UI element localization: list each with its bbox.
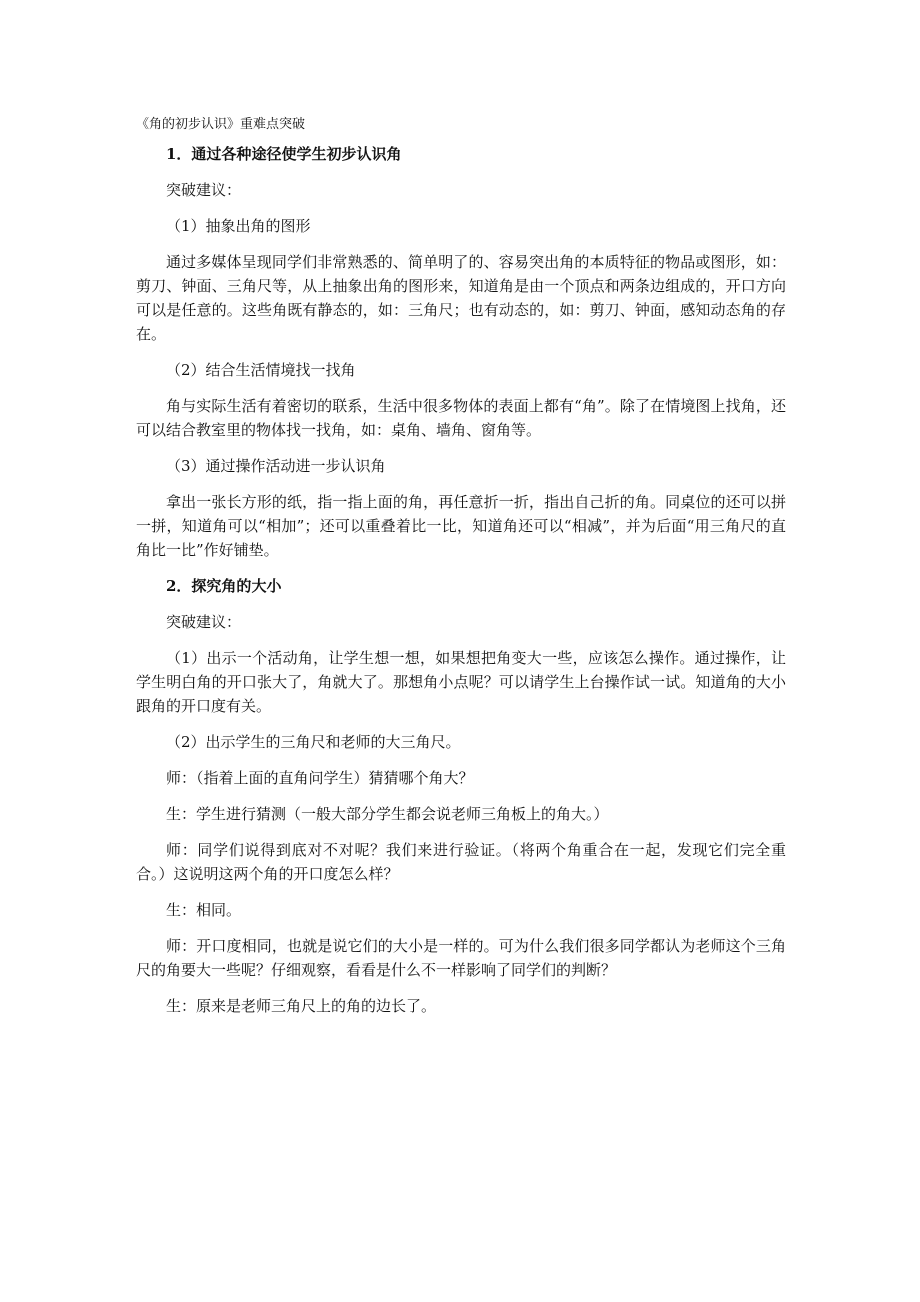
- paragraph: （2）出示学生的三角尺和老师的大三角尺。: [166, 733, 461, 751]
- paragraph: 生：学生进行猜测（一般大部分学生都会说老师三角板上的角大。）: [166, 805, 609, 823]
- section-heading-2: 2．探究角的大小: [166, 577, 282, 595]
- paragraph: 角与实际生活有着密切的联系，生活中很多物体的表面上都有“角”。除了在情境图上找角，还可以结合教室里的物体找一找角，如：桌角、墙角、窗角等。: [136, 397, 786, 439]
- paragraph: 突破建议：: [166, 181, 242, 199]
- paragraph: 通过多媒体呈现同学们非常熟悉的、简单明了的、容易突出角的本质特征的物品或图形，如：剪刀、钟面、三角尺等，从上抽象出角的图形来，知道角是由一个顶点和两条边组成的，开口方向可以是任意的。这些角既有静态的，如：三角尺；也有动态的，如：剪刀、钟面，感知动态角的存在。: [136, 253, 786, 343]
- section-heading-1: 1．通过各种途径使学生初步认识角: [166, 145, 402, 163]
- paragraph: 师：同学们说得到底对不对呢？我们来进行验证。（将两个角重合在一起，发现它们完全重合。）这说明这两个角的开口度怎么样？: [136, 841, 786, 883]
- document-body: [136, 142, 786, 1030]
- paragraph: 生：相同。: [166, 901, 242, 919]
- paragraph: 突破建议：: [166, 613, 242, 631]
- paragraph: （2）结合生活情境找一找角: [166, 361, 356, 379]
- paragraph: （1）抽象出角的图形: [166, 217, 311, 235]
- paragraph: （1）出示一个活动角，让学生想一想，如果想把角变大一些，应该怎么操作。通过操作，让学生明白角的开口张大了，角就大了。那想角小点呢？可以请学生上台操作试一试。知道角的大小跟角的开口度有关。: [136, 649, 786, 715]
- paragraph: 师：开口度相同，也就是说它们的大小是一样的。可为什么我们很多同学都认为老师这个三角尺的角要大一些呢？仔细观察，看看是什么不一样影响了同学们的判断？: [136, 937, 786, 979]
- paragraph: 拿出一张长方形的纸，指一指上面的角，再任意折一折，指出自己折的角。同桌位的还可以拼一拼，知道角可以“相加”；还可以重叠着比一比，知道角还可以“相减”，并为后面“用三角尺的直角比一比”作好铺垫。: [136, 493, 786, 559]
- paragraph: 师：（指着上面的直角问学生）猜猜哪个角大？: [166, 769, 474, 787]
- paragraph: 生：原来是老师三角尺上的角的边长了。: [166, 997, 437, 1015]
- paragraph: （3）通过操作活动进一步认识角: [166, 457, 386, 475]
- document-title: 《角的初步认识》重难点突破: [136, 117, 306, 132]
